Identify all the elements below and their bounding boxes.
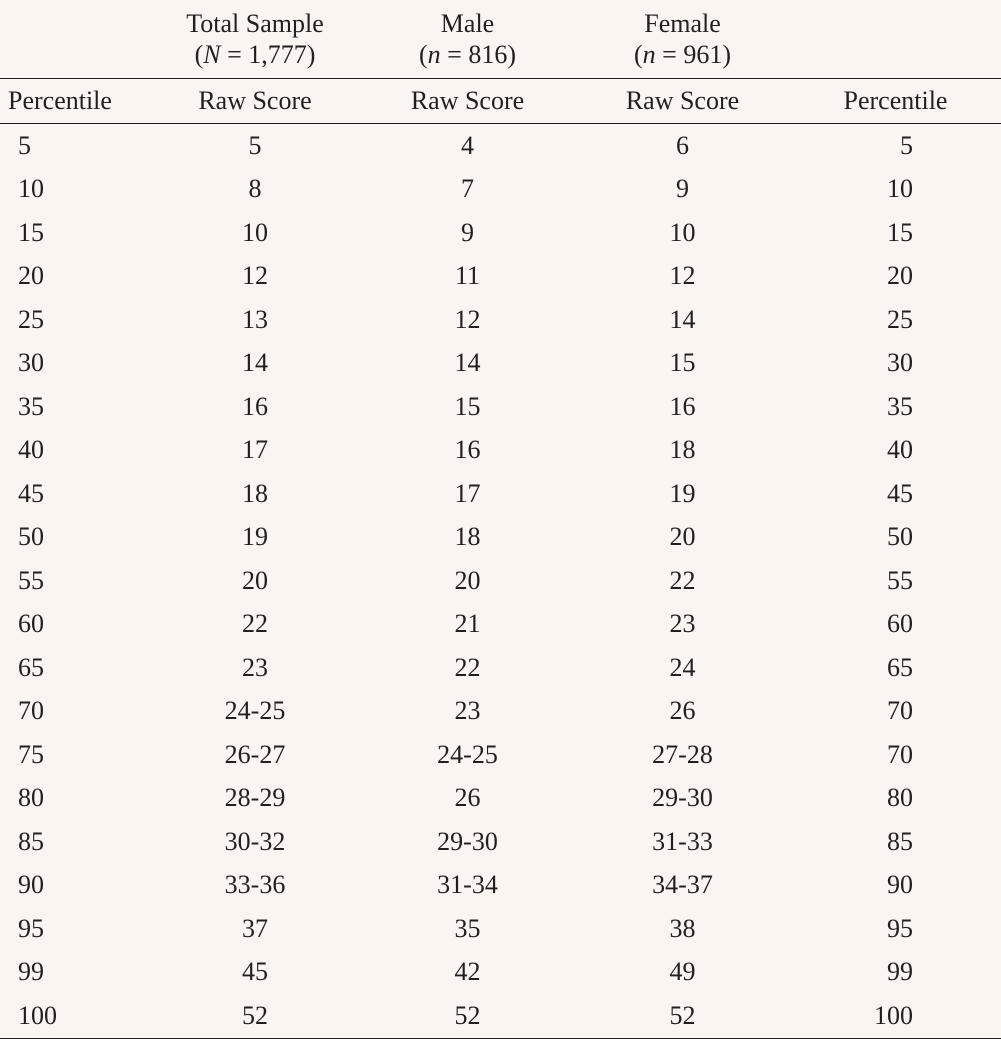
male-raw-score-cell: 15	[454, 391, 481, 421]
n-value-male: 816	[468, 40, 508, 69]
column-header-percentile-right: Percentile	[790, 79, 1001, 124]
percentile-left-cell: 15	[18, 217, 44, 247]
table-row	[0, 472, 1001, 516]
total-raw-score-cell: 23	[242, 652, 268, 682]
male-raw-score-cell: 9	[461, 217, 474, 247]
percentile-right-cell: 55	[887, 565, 913, 595]
female-raw-score-cell: 12	[669, 261, 696, 291]
female-raw-score-cell: 24	[669, 652, 696, 682]
male-raw-score-cell: 42	[454, 957, 481, 987]
table-body	[0, 124, 1001, 1039]
total-raw-score-cell: 52	[150, 994, 360, 1038]
male-raw-score-cell: 11	[454, 261, 481, 291]
male-raw-score-cell: 23	[454, 696, 481, 726]
male-raw-score-cell: 17	[454, 478, 481, 508]
total-raw-score-cell: 19	[242, 522, 268, 552]
percentile-right-cell: 99	[887, 957, 913, 987]
male-raw-score-cell: 12	[454, 304, 481, 334]
percentile-left-cell: 75	[18, 739, 44, 769]
female-raw-score-cell: 29-30	[652, 783, 713, 813]
female-raw-score-cell: 15	[669, 348, 696, 378]
female-raw-score-cell: 10	[669, 217, 696, 247]
male-raw-score-cell: 26	[454, 783, 481, 813]
total-raw-score-cell: 20	[242, 565, 268, 595]
group-header-male	[360, 0, 575, 79]
female-raw-score-cell: 49	[669, 957, 696, 987]
percentile-right-cell: 15	[887, 217, 913, 247]
male-raw-score-cell: 7	[461, 174, 474, 204]
table-row	[0, 820, 1001, 864]
percentile-right-cell: 10	[887, 174, 913, 204]
percentile-right-cell: 20	[887, 261, 913, 291]
total-raw-score-cell: 12	[242, 261, 268, 291]
group-name-male: Male	[440, 9, 495, 38]
table-row	[0, 516, 1001, 560]
female-raw-score-cell: 38	[669, 913, 696, 943]
total-raw-score-cell: 13	[242, 304, 268, 334]
column-header-percentile-left: Percentile	[0, 79, 150, 124]
male-raw-score-cell: 21	[454, 609, 481, 639]
percentile-right-cell: 100	[790, 994, 1001, 1038]
table-row	[0, 429, 1001, 473]
female-raw-score-cell: 27-28	[652, 739, 713, 769]
male-raw-score-cell: 20	[454, 565, 481, 595]
group-header-female	[575, 0, 790, 79]
table-row	[0, 733, 1001, 777]
group-name-female: Female	[644, 9, 721, 38]
percentile-right-cell: 70	[887, 696, 913, 726]
percentile-left-cell: 35	[18, 391, 44, 421]
table-row	[0, 298, 1001, 342]
female-raw-score-cell: 19	[669, 478, 696, 508]
percentile-left-cell: 5	[18, 130, 31, 160]
percentile-left-cell: 60	[18, 609, 44, 639]
male-raw-score-cell: 29-30	[437, 826, 498, 856]
percentile-right-cell: 50	[887, 522, 913, 552]
female-raw-score-cell: 23	[669, 609, 696, 639]
percentile-right-cell: 80	[887, 783, 913, 813]
male-raw-score-cell: 35	[454, 913, 481, 943]
male-raw-score-cell: 14	[454, 348, 481, 378]
female-raw-score-cell: 20	[669, 522, 696, 552]
male-raw-score-cell: 16	[454, 435, 481, 465]
group-header-total	[150, 0, 360, 79]
total-raw-score-cell: 33-36	[224, 870, 286, 900]
n-value-total: 1,777	[248, 40, 307, 69]
group-header-row	[0, 0, 1001, 79]
percentile-right-cell: 30	[887, 348, 913, 378]
table-row	[0, 168, 1001, 212]
percentile-left-cell: 50	[18, 522, 44, 552]
table-row	[0, 255, 1001, 299]
percentile-left-cell: 65	[18, 652, 44, 682]
percentile-right-cell: 5	[900, 130, 913, 160]
table-row	[0, 124, 1001, 168]
table-row	[0, 907, 1001, 951]
table-row	[0, 864, 1001, 908]
female-raw-score-cell: 6	[676, 130, 689, 160]
percentile-left-cell: 90	[18, 870, 44, 900]
table-row	[0, 603, 1001, 647]
total-raw-score-cell: 26-27	[224, 739, 286, 769]
percentile-left-cell: 100	[0, 994, 150, 1038]
female-raw-score-cell: 26	[669, 696, 696, 726]
n-symbol-total: N	[203, 40, 221, 69]
total-raw-score-cell: 30-32	[224, 826, 286, 856]
table-row	[0, 646, 1001, 690]
total-raw-score-cell: 14	[242, 348, 268, 378]
female-raw-score-cell: 52	[575, 994, 790, 1038]
percentile-left-cell: 30	[18, 348, 44, 378]
female-raw-score-cell: 22	[669, 565, 696, 595]
group-n-male: (n = 816)	[418, 40, 516, 69]
percentile-left-cell: 85	[18, 826, 44, 856]
table-row	[0, 385, 1001, 429]
female-raw-score-cell: 34-37	[652, 870, 713, 900]
percentile-left-cell: 45	[18, 478, 44, 508]
percentile-left-cell: 99	[18, 957, 44, 987]
total-raw-score-cell: 10	[242, 217, 268, 247]
total-raw-score-cell: 8	[248, 174, 262, 204]
total-raw-score-cell: 24-25	[224, 696, 286, 726]
percentile-right-cell: 70	[887, 739, 913, 769]
total-raw-score-cell: 5	[248, 130, 262, 160]
female-raw-score-cell: 9	[676, 174, 689, 204]
total-raw-score-cell: 22	[242, 609, 268, 639]
column-header-raw-score-total: Raw Score	[150, 79, 360, 124]
percentile-right-cell: 35	[887, 391, 913, 421]
group-header-empty-right	[790, 0, 1001, 79]
total-raw-score-cell: 45	[242, 957, 268, 987]
female-raw-score-cell: 14	[669, 304, 696, 334]
male-raw-score-cell: 18	[454, 522, 481, 552]
percentile-left-cell: 70	[18, 696, 44, 726]
total-raw-score-cell: 17	[242, 435, 268, 465]
percentile-right-cell: 65	[887, 652, 913, 682]
n-symbol-male: n	[427, 40, 441, 69]
group-n-total: (N = 1,777)	[194, 40, 316, 69]
female-raw-score-cell: 18	[669, 435, 696, 465]
male-raw-score-cell: 22	[454, 652, 481, 682]
male-raw-score-cell: 24-25	[437, 739, 498, 769]
table-row	[0, 777, 1001, 821]
percentile-right-cell: 60	[887, 609, 913, 639]
column-header-raw-score-male: Raw Score	[360, 79, 575, 124]
percentile-right-cell: 45	[887, 478, 913, 508]
percentile-right-cell: 40	[887, 435, 913, 465]
percentile-left-cell: 55	[18, 565, 44, 595]
table-row	[0, 342, 1001, 386]
table-row	[0, 211, 1001, 255]
percentile-left-cell: 20	[18, 261, 44, 291]
total-raw-score-cell: 37	[242, 913, 268, 943]
male-raw-score-cell: 52	[360, 994, 575, 1038]
percentile-left-cell: 95	[18, 913, 44, 943]
group-n-female: (n = 961)	[633, 40, 731, 69]
table-row	[0, 559, 1001, 603]
percentile-right-cell: 95	[887, 913, 913, 943]
table-row	[0, 951, 1001, 995]
n-symbol-female: n	[642, 40, 656, 69]
total-raw-score-cell: 16	[242, 391, 268, 421]
percentile-left-cell: 80	[18, 783, 44, 813]
total-raw-score-cell: 18	[242, 478, 268, 508]
percentile-left-cell: 10	[18, 174, 44, 204]
female-raw-score-cell: 31-33	[652, 826, 713, 856]
column-header-raw-score-female: Raw Score	[575, 79, 790, 124]
group-name-total: Total Sample	[186, 9, 324, 38]
female-raw-score-cell: 16	[669, 391, 696, 421]
n-value-female: 961	[683, 40, 723, 69]
group-header-empty	[0, 0, 150, 79]
male-raw-score-cell: 4	[461, 130, 474, 160]
percentile-left-cell: 25	[18, 304, 44, 334]
table-row	[0, 994, 1001, 1038]
percentile-left-cell: 40	[18, 435, 44, 465]
percentile-right-cell: 90	[887, 870, 913, 900]
male-raw-score-cell: 31-34	[437, 870, 498, 900]
total-raw-score-cell: 28-29	[224, 783, 286, 813]
table-row	[0, 690, 1001, 734]
column-header-row	[0, 79, 1001, 124]
percentile-right-cell: 25	[887, 304, 913, 334]
percentile-right-cell: 85	[887, 826, 913, 856]
